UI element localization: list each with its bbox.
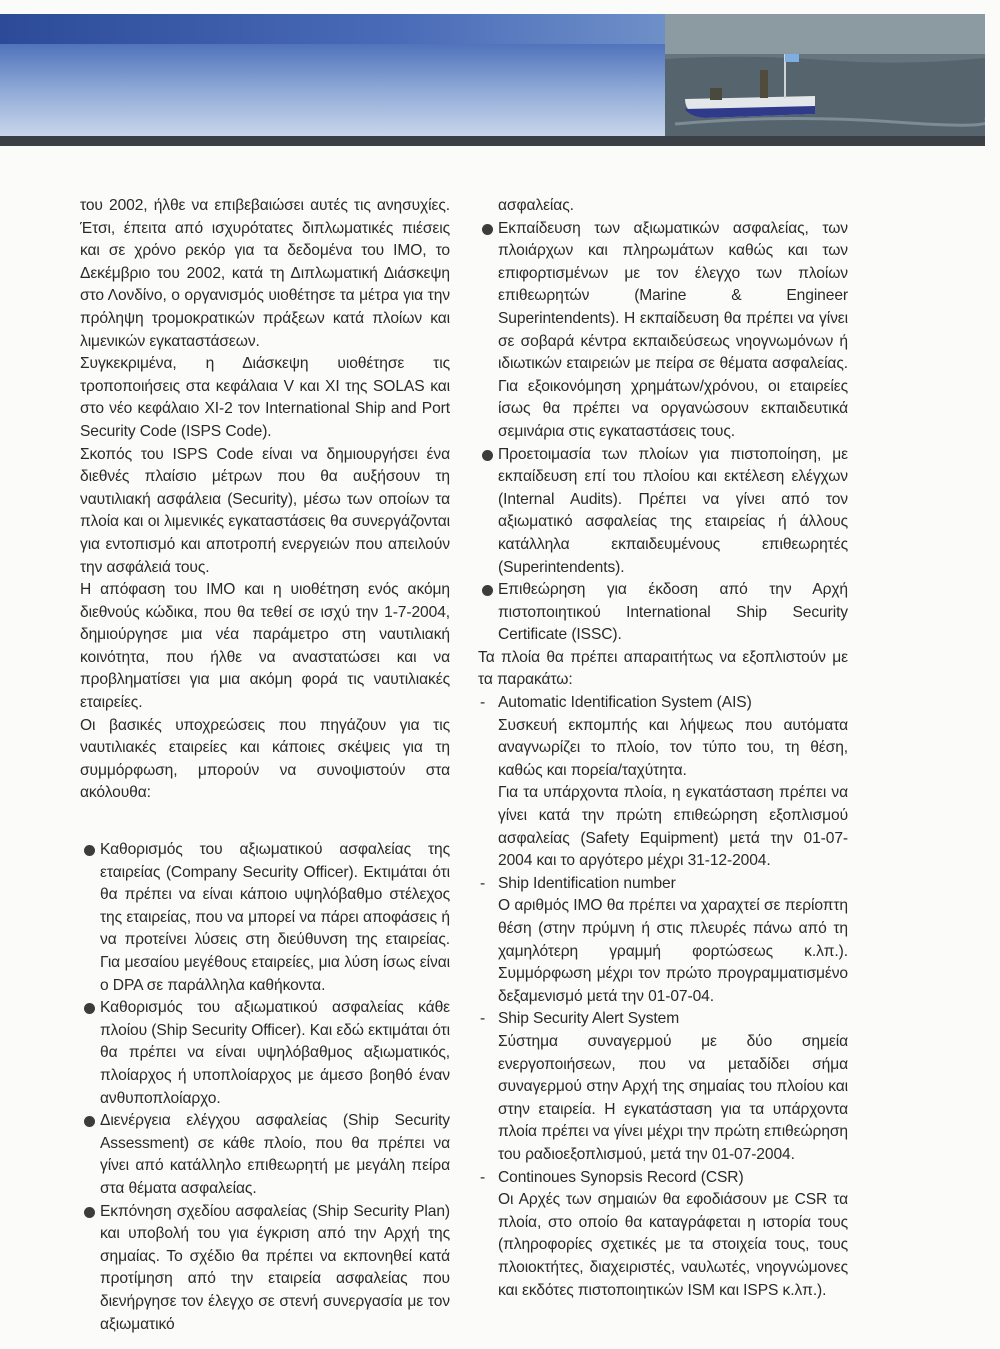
item-title: Ship Identification number xyxy=(498,874,676,892)
bullet-text: Εκπαίδευση των αξιωματικών ασφαλείας, των πλοιάρχων και πληρωμάτων καθώς και των επιφορτισμένων με τον έλεγχο των πλοίων επιθεωρητών (Marine & Engineer Superintendents). Η εκπαίδευση θα πρέπει να γίνει σε σοβαρά κέντρα εκπαιδεύσεως νηογνωμόνων ή ιδιωτικών εταιρειών με πείρα σε θέματα ασφαλείας. Για εξοικονόμηση χρημάτων/χρόνου, οι εταιρείες ίσως θα πρέπει να οργανώσουν εκπαιδευτικά σεμινάρια στις εγκαταστάσεις τους. xyxy=(498,219,848,440)
item-title: Automatic Identification System (AIS) xyxy=(498,694,752,712)
patrol-boat-photo xyxy=(665,14,985,136)
bullet-item xyxy=(80,839,450,997)
dash-mark: - xyxy=(480,1010,486,1028)
equipment-item-title xyxy=(478,1008,848,1031)
header-banner xyxy=(0,14,985,136)
bullet-icon xyxy=(84,1207,95,1218)
bullet-item xyxy=(80,1201,450,1337)
item-description: Ο αριθμός ΙΜΟ θα πρέπει να χαραχτεί σε περίοπτη θέση (στην πρύμνη ή στις πλευρές πάνω από τη χαμηλότερη γραμμή φορτώσεως κ.λπ.). Συμμόρφωση μέχρι τον πρώτο προγραμματισμένο δεξαμενισμό μετά την 01-07-04. xyxy=(498,897,848,1005)
bullet-icon xyxy=(482,585,493,596)
bullet-text: Διενέργεια ελέγχου ασφαλείας (Ship Security Assessment) σε κάθε πλοίο, που θα πρέπει να γίνει από κατάλληλο επιθεωρητή με μεγάλη πείρα στα θέματα ασφαλείας. xyxy=(100,1112,450,1197)
paragraph: Σκοπός του ISPS Code είναι να δημιουργήσει ένα διεθνές πλαίσιο μέτρων που θα αυξήσουν τη ναυτιλιακή ασφάλεια (Security), μέσω των οποίων τα πλοία και οι λιμενικές εγκαταστάσεις θα συνεργάζονται για εντοπισμό και αποτροπή ενεργειών που απειλούν την ασφάλειά τους. xyxy=(80,445,450,576)
banner-top-strip xyxy=(0,14,665,44)
bullet-text: Καθορισμός του αξιωματικού ασφαλείας της εταιρείας (Company Security Officer). Εκτιμάται ότι θα πρέπει να είναι κάποιο υψηλόβαθμο στέλεχος της εταιρείας, που να μπορεί να πάρει αποφάσεις ή να προτείνει λύσεις στη διεύθυνση της εταιρείας. Για μεσαίου μεγέθους εταιρείες, μια λύση ίσως είναι ο DPA σε παράλληλα καθήκοντα. xyxy=(100,841,450,994)
paragraph: Η απόφαση του ΙΜΟ και η υιοθέτηση ενός ακόμη διεθνούς κώδικα, που θα τεθεί σε ισχύ την 1-7-2004, δημιούργησε μια νέα παράμετρο στη ναυτιλιακή κοινότητα, που ήλθε να αναστατώσει και να προβληματίσει για μια ακόμη φορά τις ναυτιλιακές εταιρείες. xyxy=(80,581,450,712)
left-column xyxy=(80,195,450,1336)
bullet-item xyxy=(478,444,848,580)
bullet-icon xyxy=(482,450,493,461)
dash-mark: - xyxy=(480,1168,486,1186)
paragraph: Συγκεκριμένα, η Διάσκεψη υιοθέτησε τις τροποποιήσεις στα κεφάλαια V και XI της SOLAS και στο νέο κεφάλαιο XI-2 τον International Ship and Port Security Code (ISPS Code). xyxy=(80,355,450,440)
bullet-icon xyxy=(482,224,493,235)
equipment-intro: Τα πλοία θα πρέπει απαραιτήτως να εξοπλιστούν με τα παρακάτω: xyxy=(478,648,848,689)
bullet-item xyxy=(478,579,848,647)
equipment-item-title xyxy=(478,1167,848,1190)
bullet-icon xyxy=(84,845,95,856)
bullet-text: Εκπόνηση σχεδίου ασφαλείας (Ship Security Plan) και υποβολή του για έγκριση από την Αρχή της σημαίας. Το σχέδιο θα πρέπει να εκπονηθεί κατά προτίμηση από την εταιρεία ασφαλείας που διενήργησε τον έλεγχο σε στενή συνεργασία με τον αξιωματικό xyxy=(100,1202,450,1333)
bullet-item xyxy=(80,997,450,1110)
bullet-text: Προετοιμασία των πλοίων για πιστοποίηση, με εκπαίδευση επί του πλοίου και εκτέλεση ελέγχων (Internal Audits). Πρέπει να γίνει από τον αξιωματικό ασφαλείας της εταιρείας ή άλλους κατάλληλα εκπαιδευμένους επιθεωρητές (Superintendents). xyxy=(498,445,848,576)
item-description: Συσκευή εκπομπής και λήψεως που αυτόματα αναγνωρίζει το πλοίο, τον τύπο του, τη θέση, καθώς και πορεία/ταχύτητα. xyxy=(498,716,848,779)
paragraph: Οι βασικές υποχρεώσεις που πηγάζουν για τις ναυτιλιακές εταιρείες και κάποιες σκέψεις για τη συμμόρφωση, μπορούν να συνοψιστούν στα ακόλουθα: xyxy=(80,716,450,802)
equipment-item-title xyxy=(478,692,848,715)
spacer xyxy=(80,805,450,839)
bullet-icon xyxy=(84,1003,95,1014)
banner-bottom-bar xyxy=(0,136,985,146)
bullet-text: Επιθεώρηση για έκδοση από την Αρχή πιστοποιητικού International Ship Security Certificate (ISSC). xyxy=(498,581,848,644)
bullet-item xyxy=(80,1110,450,1200)
bullet-item xyxy=(478,218,848,444)
continuation-text: ασφαλείας. xyxy=(498,197,574,214)
item-title: Continoues Synopsis Record (CSR) xyxy=(498,1168,744,1186)
item-description: Σύστημα συναγερμού με δύο σημεία ενεργοποιήσεων, που να μεταδίδει σήμα συναγερμού στην Αρχή της σημαίας του πλοίου και στην εταιρεία. Η εγκατάσταση για τα υπάρχοντα πλοία πρέπει να γίνει μέχρι την πρώτη επιθεώρηση του ραδιοεξοπλισμού, μετά την 01-07-2004. xyxy=(498,1032,848,1163)
right-column xyxy=(478,195,848,1302)
dash-mark: - xyxy=(480,874,486,892)
paragraph: του 2002, ήλθε να επιβεβαιώσει αυτές τις ανησυχίες. Έτσι, έπειτα από ισχυρότατες διπλωματικές πιέσεις και σε χρόνο ρεκόρ για τα δεδομένα του ΙΜΟ, το Δεκέμβριο του 2002, κατά τη Διπλωματική Διάσκεψη στο Λονδίνο, ο οργανισμός υιοθέτησε τα μέτρα για την πρόληψη τρομοκρατικών πράξεων κατά πλοίων και λιμενικών εγκαταστάσεων. xyxy=(80,197,450,350)
item-description: Για τα υπάρχοντα πλοία, η εγκατάσταση πρέπει να γίνει κατά την πρώτη επιθεώρηση εξοπλισμού ασφαλείας (Safety Equipment) μετά την 01-07-2004 και το αργότερο μέχρι 31-12-2004. xyxy=(498,784,848,870)
item-description: Οι Αρχές των σημαιών θα εφοδιάσουν με CSR τα πλοία, στο οποίο θα καταγράφεται η ιστορία τους (πληροφορίες σχετικές με τα στοιχεία τους, τους πλοιοκτήτες, διαχειριστές, ναυλωτές, νηογνώμονες και εκδότες πιστοποιητικών ISM και ISPS κ.λπ.). xyxy=(498,1191,848,1299)
item-title: Ship Security Alert System xyxy=(498,1010,680,1028)
bullet-icon xyxy=(84,1116,95,1127)
equipment-item-title xyxy=(478,873,848,896)
bullet-text: Καθορισμός του αξιωματικού ασφαλείας κάθε πλοίου (Ship Security Officer). Και εδώ εκτιμάται ότι θα πρέπει να είναι υψηλόβαθμος αξιωματικός, πλοίαρχος ή υποπλοίαρχος με άμεσο βοηθό έναν ανθυποπλοίαρχο. xyxy=(100,999,450,1107)
dash-mark: - xyxy=(480,694,486,712)
